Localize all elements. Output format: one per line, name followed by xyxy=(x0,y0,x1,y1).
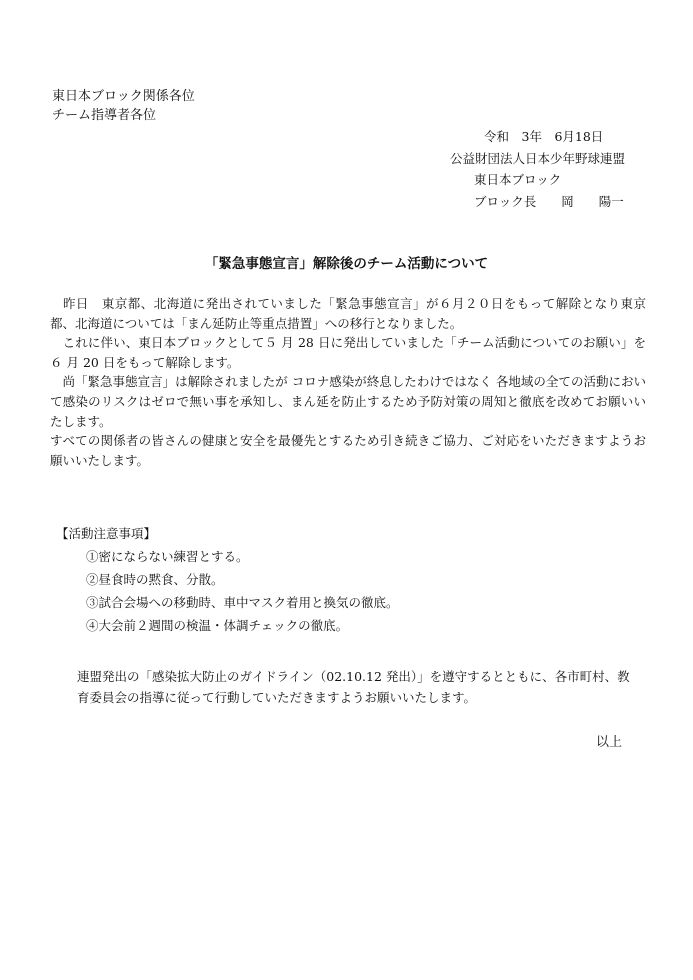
notes-list xyxy=(56,545,399,637)
notes-item: ①密にならない練習とする。 xyxy=(86,549,249,564)
body-paragraph-1: 昨日 東京都、北海道に発出されていました「緊急事態宣言」が６月２０日をもって解除となり東京都、北海道については「まん延防止等重点措置」への移行となりました。 xyxy=(50,296,646,331)
sender-person: ブロック長 岡 陽一 xyxy=(474,194,624,209)
addressee-line-2: チーム指導者各位 xyxy=(52,108,157,123)
body-paragraph-4: すべての関係者の皆さんの健康と安全を最優先とするため引き続きご協力、ご対応をいただきますようお願いいたします。 xyxy=(50,433,646,468)
sender-organization: 公益財団法人日本少年野球連盟 xyxy=(450,151,626,166)
addressee-line-1: 東日本ブロック関係各位 xyxy=(52,89,195,104)
sender-branch: 東日本ブロック xyxy=(474,172,562,187)
notes-item: ④大会前２週間の検温・体調チェックの徹底。 xyxy=(86,618,349,633)
body-paragraphs xyxy=(50,294,646,470)
activity-notes xyxy=(56,524,399,637)
notes-item: ②昼食時の黙食、分散。 xyxy=(86,572,224,587)
body-paragraph-3: 尚「緊急事態宣言」は解除されましたが コロナ感染が終息したわけではなく 各地域の全ての活動において感染のリスクはゼロで無い事を承知し、まん延を防止するため予防対策の周知と徹底を改めてお願いいたします。 xyxy=(50,374,646,429)
closing-mark: 以上 xyxy=(595,735,622,750)
guideline-paragraph: 連盟発出の「感染拡大防止のガイドライン（02.10.12 発出）」を遵守するとともに、各市町村、教育委員会の指導に従って行動していただきますようお願いいたします。 xyxy=(77,669,630,705)
notes-heading: 【活動注意事項】 xyxy=(56,526,157,541)
document-date: 令和 3年 6月18日 xyxy=(484,129,604,144)
notes-item: ③試合会場への移動時、車中マスク着用と換気の徹底。 xyxy=(86,595,399,610)
document-title: 「緊急事態宣言」解除後のチーム活動について xyxy=(204,256,489,272)
body-paragraph-2: これに伴い、東日本ブロックとして５ 月 28 日に発出していました「チーム活動についてのお願い」を６ 月 20 日をもって解除します。 xyxy=(50,335,646,370)
